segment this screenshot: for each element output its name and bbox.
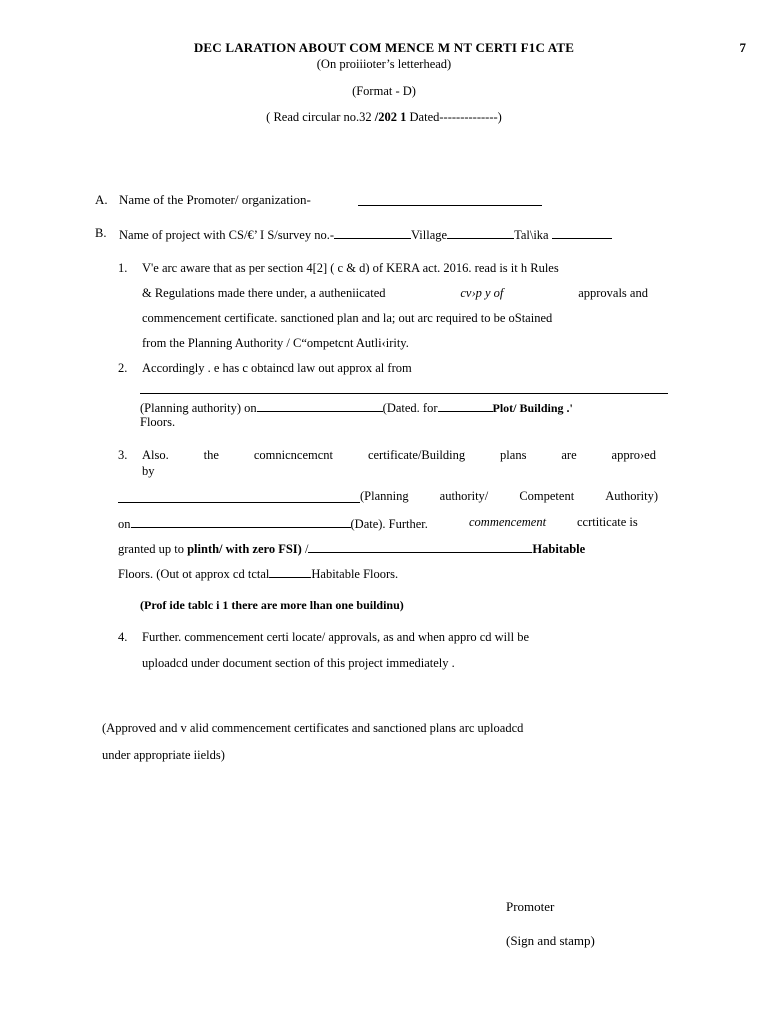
item-2-number: 2.: [118, 361, 128, 375]
item-3-authority-blank: [118, 502, 360, 503]
promoter-name-label: Name of the Promoter/ organization-: [119, 192, 311, 207]
item-1-line-2: [142, 286, 648, 301]
item-3-slash: /: [301, 542, 309, 556]
circular-reference: [0, 110, 768, 125]
signature-instruction: (Sign and stamp): [506, 933, 595, 948]
item-2-line-2: [140, 399, 573, 416]
item-1-line-2-post: approvals and: [578, 286, 648, 300]
item-3-word: appro›ed: [611, 448, 656, 462]
item-3-line-1b: by: [142, 464, 155, 478]
item-3-habitable-blank: [308, 540, 532, 553]
circular-year: /202 1: [374, 110, 407, 124]
item-3-plinth: plinth/ with zero FSI): [187, 542, 302, 556]
village-blank: [447, 226, 514, 239]
item-2-date-blank: [257, 399, 383, 412]
item-1-line-2-pre: & Regulations made there under, a autheniicated: [142, 286, 386, 300]
item-1-line-2-ital: cv›p y of: [460, 286, 504, 300]
section-b-letter: B.: [95, 226, 107, 240]
signature-role: Promoter: [506, 899, 555, 914]
item-3-habitable-floors: Habitable Floors.: [311, 567, 399, 581]
project-name-label: Name of project with CS/€’ I S/survey no.-: [119, 228, 335, 242]
item-1-line-4: from the Planning Authority / C“ompetcnt Autli‹irity.: [142, 336, 409, 350]
footer-note-line-1: (Approved and v alid commencement certificates and sanctioned plans arc uploadcd: [102, 721, 524, 735]
letterhead-note: (On proiiioter’s letterhead): [316, 57, 452, 71]
document-title: DEC LARATION ABOUT COM MENCE M NT CERTI F1C ATE: [193, 40, 575, 55]
item-3-date-blank: [131, 515, 351, 528]
footer-note-line-2: under appropriate iields): [102, 748, 225, 762]
circular-dated: Dated--------------): [406, 110, 502, 124]
item-3-word: the: [203, 448, 219, 462]
village-label: Village: [411, 228, 448, 242]
item-2-dated: (Dated. for: [382, 401, 438, 415]
item-3-line-5: [118, 565, 398, 582]
item-3-granted: granted up to: [118, 542, 184, 556]
item-4-number: 4.: [118, 630, 128, 644]
item-1-number: 1.: [118, 261, 128, 275]
item-3-word: Authority): [605, 489, 658, 503]
item-3-word: certificate/Building: [367, 448, 466, 462]
project-name-row: [119, 226, 612, 243]
page-number: 7: [739, 40, 746, 55]
item-3-out-of: Floors. (Out ot approx cd tctal: [118, 567, 270, 581]
item-3-word: are: [561, 448, 577, 462]
circular-prefix: ( Read circular no.32: [266, 110, 375, 124]
item-3-line-3: [118, 515, 428, 532]
item-3-line-4: [118, 540, 585, 557]
item-2-line-1: Accordingly . e has c obtaincd law out approx al from: [142, 361, 412, 375]
item-1-line-3: commencement certificate. sanctioned plan and la; out arc required to be oStained: [142, 311, 553, 325]
item-3-date-further: (Date). Further.: [350, 517, 428, 531]
survey-no-blank: [334, 226, 411, 239]
item-3-line-2: [360, 489, 658, 504]
taluka-label: Tal\ika: [514, 228, 549, 242]
item-3-certificate: ccrtiticate is: [577, 515, 638, 529]
item-3-number: 3.: [118, 448, 128, 462]
item-2-plot-building: Plot/ Building .': [492, 401, 573, 415]
format-label: (Format - D): [352, 84, 416, 98]
item-3-word: Competent: [519, 489, 575, 503]
item-3-on: on: [118, 517, 131, 531]
item-2-planning-authority: (Planning authority) on: [140, 401, 257, 415]
item-3-word: comnicncemcnt: [253, 448, 334, 462]
item-3-line-1: [142, 448, 656, 463]
item-2-line-3: Floors.: [140, 415, 176, 429]
taluka-blank: [552, 226, 612, 239]
item-3-table-note: (Prof ide tablc i 1 there are more lhan one buildinu): [140, 598, 404, 612]
item-2-for-blank: [438, 399, 493, 412]
section-a-letter: A.: [95, 192, 108, 207]
item-4-line-1: Further. commencement certi locate/ approvals, as and when appro cd will be: [142, 630, 530, 644]
planning-authority-blank: [140, 393, 668, 394]
item-4-line-2: uploadcd under document section of this project immediately .: [142, 656, 455, 670]
item-3-word: authority/: [439, 489, 489, 503]
item-3-total-blank: [269, 565, 311, 578]
item-3-word: plans: [500, 448, 527, 462]
item-1-line-1: V'e arc aware that as per section 4[2] ( c & d) of KERA act. 2016. read is it h Rules: [142, 261, 559, 275]
item-3-commencement: commencement: [469, 515, 547, 529]
item-3-habitable: Habitable: [532, 542, 586, 556]
item-3-word: Also.: [142, 448, 169, 462]
item-3-word: (Planning: [360, 489, 409, 503]
promoter-name-blank: [358, 205, 542, 206]
